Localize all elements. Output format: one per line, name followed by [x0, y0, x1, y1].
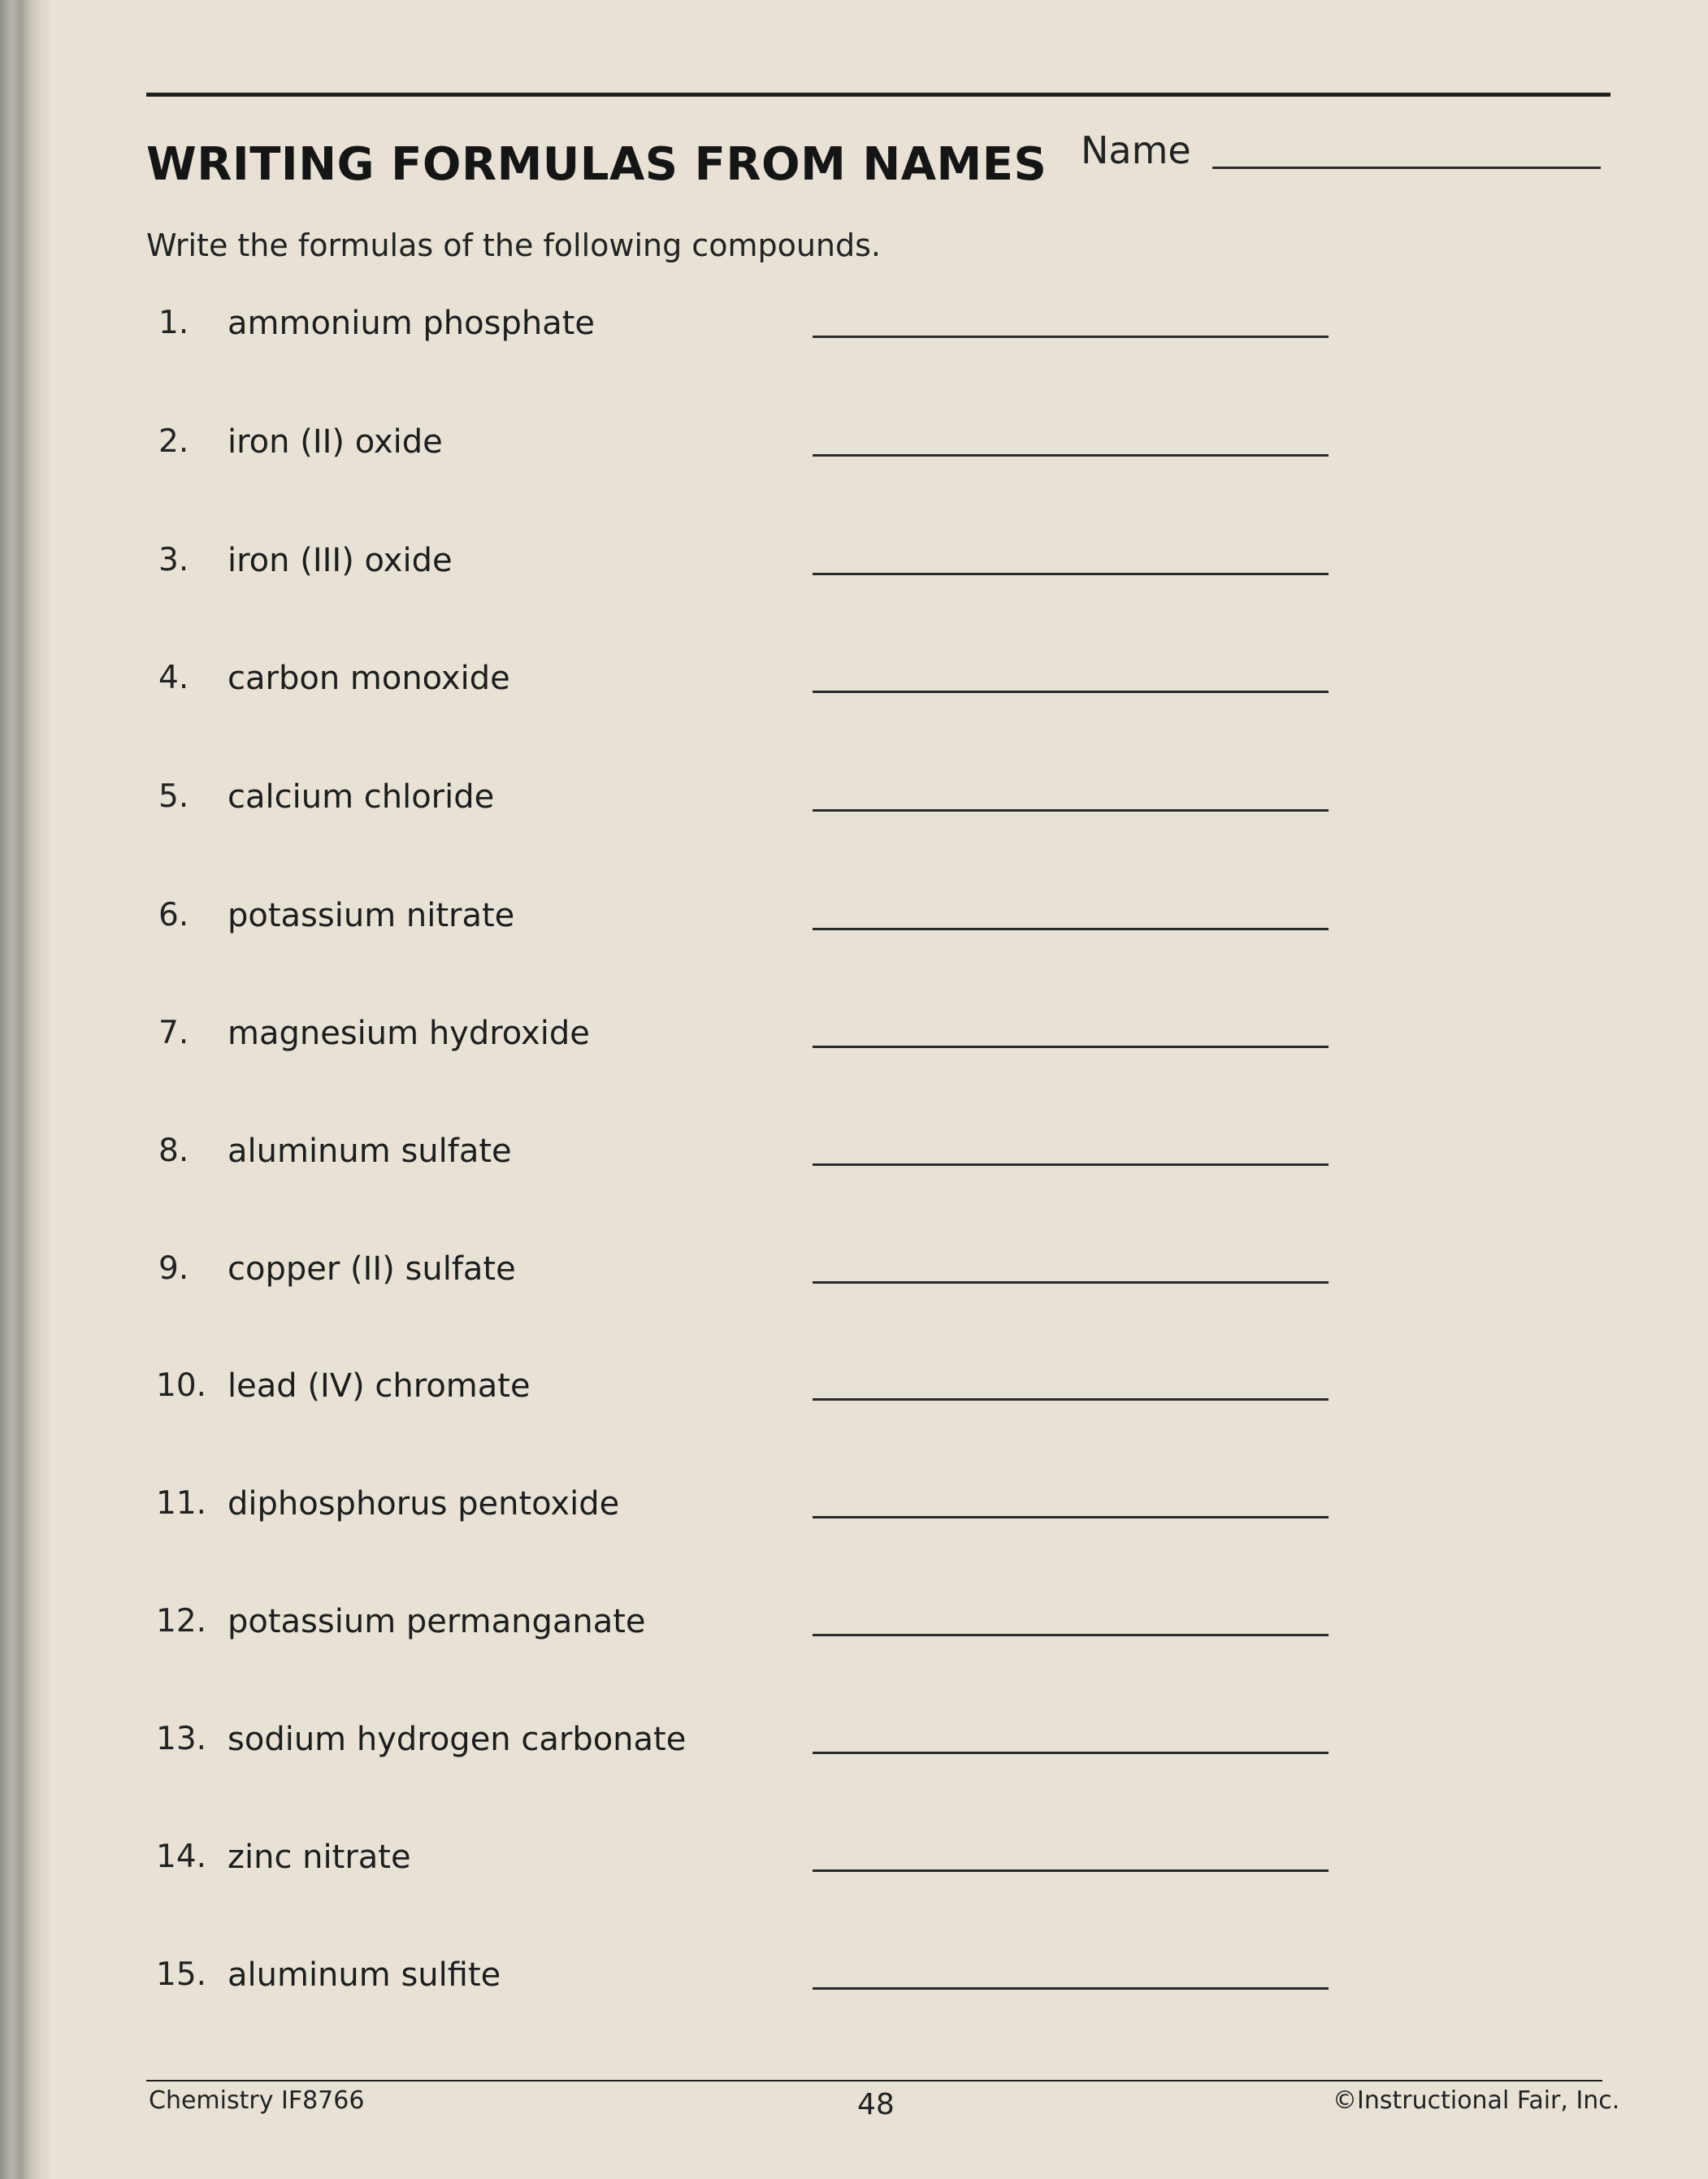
- answer-line[interactable]: [813, 1398, 1329, 1401]
- list-item: [0, 897, 1708, 962]
- name-label: Name: [1081, 128, 1191, 172]
- compound-name: potassium permanganate: [228, 1603, 646, 1640]
- answer-line[interactable]: [813, 1516, 1329, 1518]
- compound-name: zinc nitrate: [228, 1839, 411, 1876]
- answer-line[interactable]: [813, 1163, 1329, 1166]
- compound-name: aluminum sulfate: [228, 1133, 512, 1170]
- item-number: 14.: [156, 1839, 207, 1875]
- compound-name: sodium hydrogen carbonate: [228, 1721, 687, 1758]
- list-item: [0, 1250, 1708, 1315]
- item-number: 9.: [158, 1250, 189, 1287]
- answer-line[interactable]: [813, 928, 1329, 930]
- footer-rule: [146, 2080, 1602, 2082]
- compound-name: copper (II) sulfate: [228, 1250, 516, 1288]
- answer-line[interactable]: [813, 573, 1329, 575]
- name-field[interactable]: [1212, 167, 1601, 169]
- answer-line[interactable]: [813, 1281, 1329, 1284]
- list-item: [0, 542, 1708, 607]
- item-number: 3.: [158, 542, 189, 578]
- list-item: [0, 1721, 1708, 1786]
- list-item: [0, 423, 1708, 488]
- item-number: 5.: [158, 778, 189, 815]
- book-code: Chemistry IF8766: [149, 2086, 365, 2115]
- answer-line[interactable]: [813, 1752, 1329, 1754]
- top-rule: [146, 93, 1610, 97]
- item-number: 2.: [158, 423, 189, 460]
- answer-line[interactable]: [813, 809, 1329, 812]
- compound-name: aluminum sulfite: [228, 1956, 501, 1994]
- answer-line[interactable]: [813, 336, 1329, 338]
- compound-name: ammonium phosphate: [228, 305, 596, 342]
- compound-name: calcium chloride: [228, 778, 495, 816]
- list-item: [0, 1956, 1708, 2021]
- copyright-notice: ©Instructional Fair, Inc.: [1333, 2086, 1620, 2115]
- item-number: 7.: [158, 1015, 189, 1051]
- compound-name: iron (III) oxide: [228, 542, 453, 579]
- item-number: 6.: [158, 897, 189, 934]
- compound-name: iron (II) oxide: [228, 423, 443, 461]
- compound-name: carbon monoxide: [228, 660, 510, 697]
- list-item: [0, 305, 1708, 370]
- list-item: [0, 660, 1708, 725]
- answer-line[interactable]: [813, 1046, 1329, 1048]
- answer-line[interactable]: [813, 454, 1329, 457]
- list-item: [0, 1603, 1708, 1668]
- list-item: [0, 1367, 1708, 1432]
- item-number: 4.: [158, 660, 189, 696]
- compound-name: diphosphorus pentoxide: [228, 1485, 620, 1523]
- item-number: 1.: [158, 305, 189, 341]
- compound-name: potassium nitrate: [228, 897, 515, 934]
- instructions: Write the formulas of the following compounds.: [146, 227, 882, 263]
- answer-line[interactable]: [813, 691, 1329, 693]
- compound-name: magnesium hydroxide: [228, 1015, 590, 1052]
- answer-line[interactable]: [813, 1634, 1329, 1636]
- answer-line[interactable]: [813, 1987, 1329, 1990]
- item-number: 11.: [156, 1485, 207, 1522]
- answer-line[interactable]: [813, 1869, 1329, 1872]
- list-item: [0, 1015, 1708, 1080]
- list-item: [0, 1485, 1708, 1550]
- item-number: 8.: [158, 1133, 189, 1169]
- item-number: 12.: [156, 1603, 207, 1640]
- list-item: [0, 1839, 1708, 1904]
- list-item: [0, 1133, 1708, 1198]
- item-number: 13.: [156, 1721, 207, 1757]
- worksheet-title: WRITING FORMULAS FROM NAMES: [146, 138, 1047, 191]
- page-number: 48: [857, 2088, 895, 2121]
- item-number: 10.: [156, 1367, 207, 1404]
- compound-name: lead (IV) chromate: [228, 1367, 531, 1405]
- item-number: 15.: [156, 1956, 207, 1993]
- list-item: [0, 778, 1708, 843]
